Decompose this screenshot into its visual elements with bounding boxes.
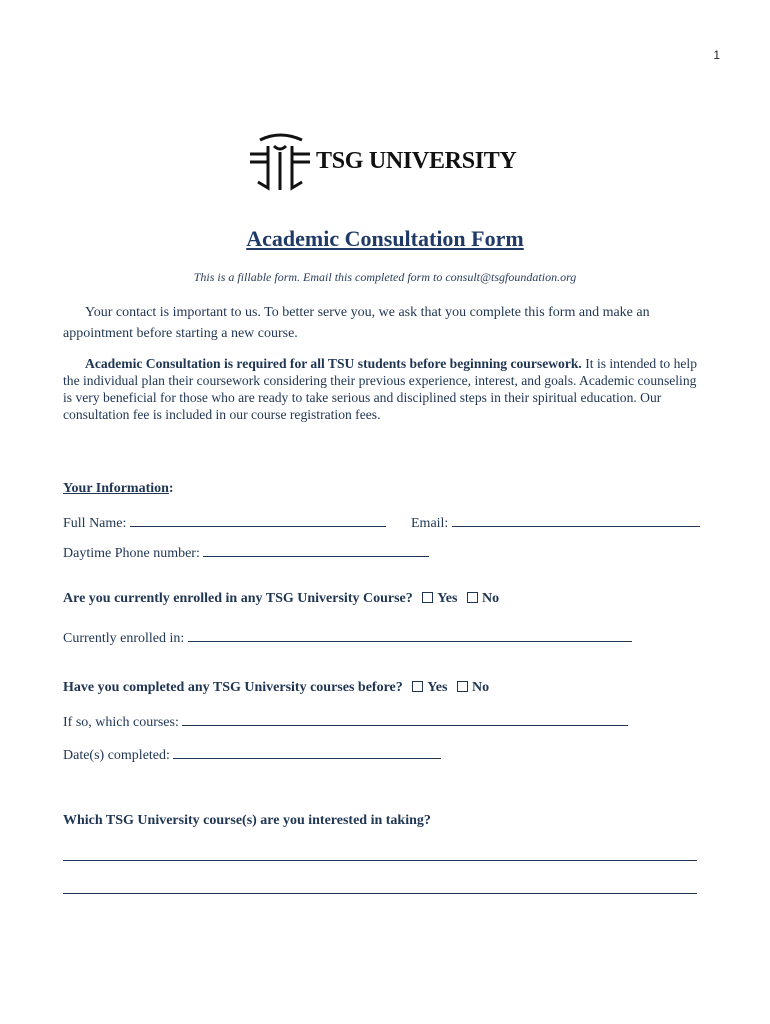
enrolled-yes-checkbox[interactable] [422,592,433,603]
which-courses-row [63,713,628,731]
dates-completed-label: Date(s) completed: [63,748,170,763]
enrolled-question-row [63,591,499,607]
which-courses-field[interactable] [182,713,628,726]
completed-yes-checkbox[interactable] [412,681,423,692]
which-courses-label: If so, which courses: [63,715,179,730]
enrolled-question: Are you currently enrolled in any TSG University Course? [63,591,413,606]
intro-paragraph: Your contact is important to us. To better serve you, we ask that you complete this form and make an appointment before starting a new course. [63,305,650,341]
requirement-paragraph [63,355,703,423]
completed-no-label: No [471,680,490,695]
currently-enrolled-field[interactable] [188,629,632,642]
phone-row [63,544,429,562]
full-name-label: Full Name: [63,516,127,531]
interested-question: Which TSG University course(s) are you interested in taking? [63,813,431,828]
completed-no-checkbox[interactable] [457,681,468,692]
full-name-field[interactable] [130,514,386,527]
phone-label: Daytime Phone number: [63,546,200,561]
completed-question: Have you completed any TSG University courses before? [63,680,403,695]
currently-enrolled-label: Currently enrolled in: [63,631,185,646]
heading-colon: : [168,481,174,496]
email-field[interactable] [452,514,700,527]
form-title: Academic Consultation Form [246,226,524,251]
interested-answer-line-2[interactable] [63,893,697,894]
enrolled-yes-label: Yes [437,591,458,606]
currently-enrolled-row [63,629,632,647]
interested-answer-line-1[interactable] [63,860,697,861]
completed-yes-label: Yes [427,680,448,695]
your-information-heading [63,481,174,497]
dates-completed-field[interactable] [173,746,441,759]
email-row [411,514,700,532]
enrolled-no-checkbox[interactable] [467,592,478,603]
requirement-bold-text: Academic Consultation is required for all TSU students before beginning coursework. [85,356,582,371]
page-number: 1 [713,48,720,62]
tsg-university-logo [246,132,536,196]
logo-emblem-icon [246,132,314,196]
enrolled-no-label: No [481,591,500,606]
your-information-label: Your Information [63,481,169,496]
email-label: Email: [411,516,449,531]
completed-question-row [63,680,489,696]
dates-completed-row [63,746,441,764]
requirement-text: It is intended to help the individual plan their coursework considering their previous experience, interest, and goals. Academic counseling is very beneficial for those who are ready to take serious and disciplined steps in their spiritual education. Our consultation fee is included in our course registration fees. [63,356,697,422]
logo-wordmark: TSG UNIVERSITY [316,148,517,174]
full-name-row [63,514,386,532]
phone-field[interactable] [203,544,429,557]
form-subtitle: This is a fillable form. Email this completed form to consult@tsgfoundation.org [193,270,577,284]
